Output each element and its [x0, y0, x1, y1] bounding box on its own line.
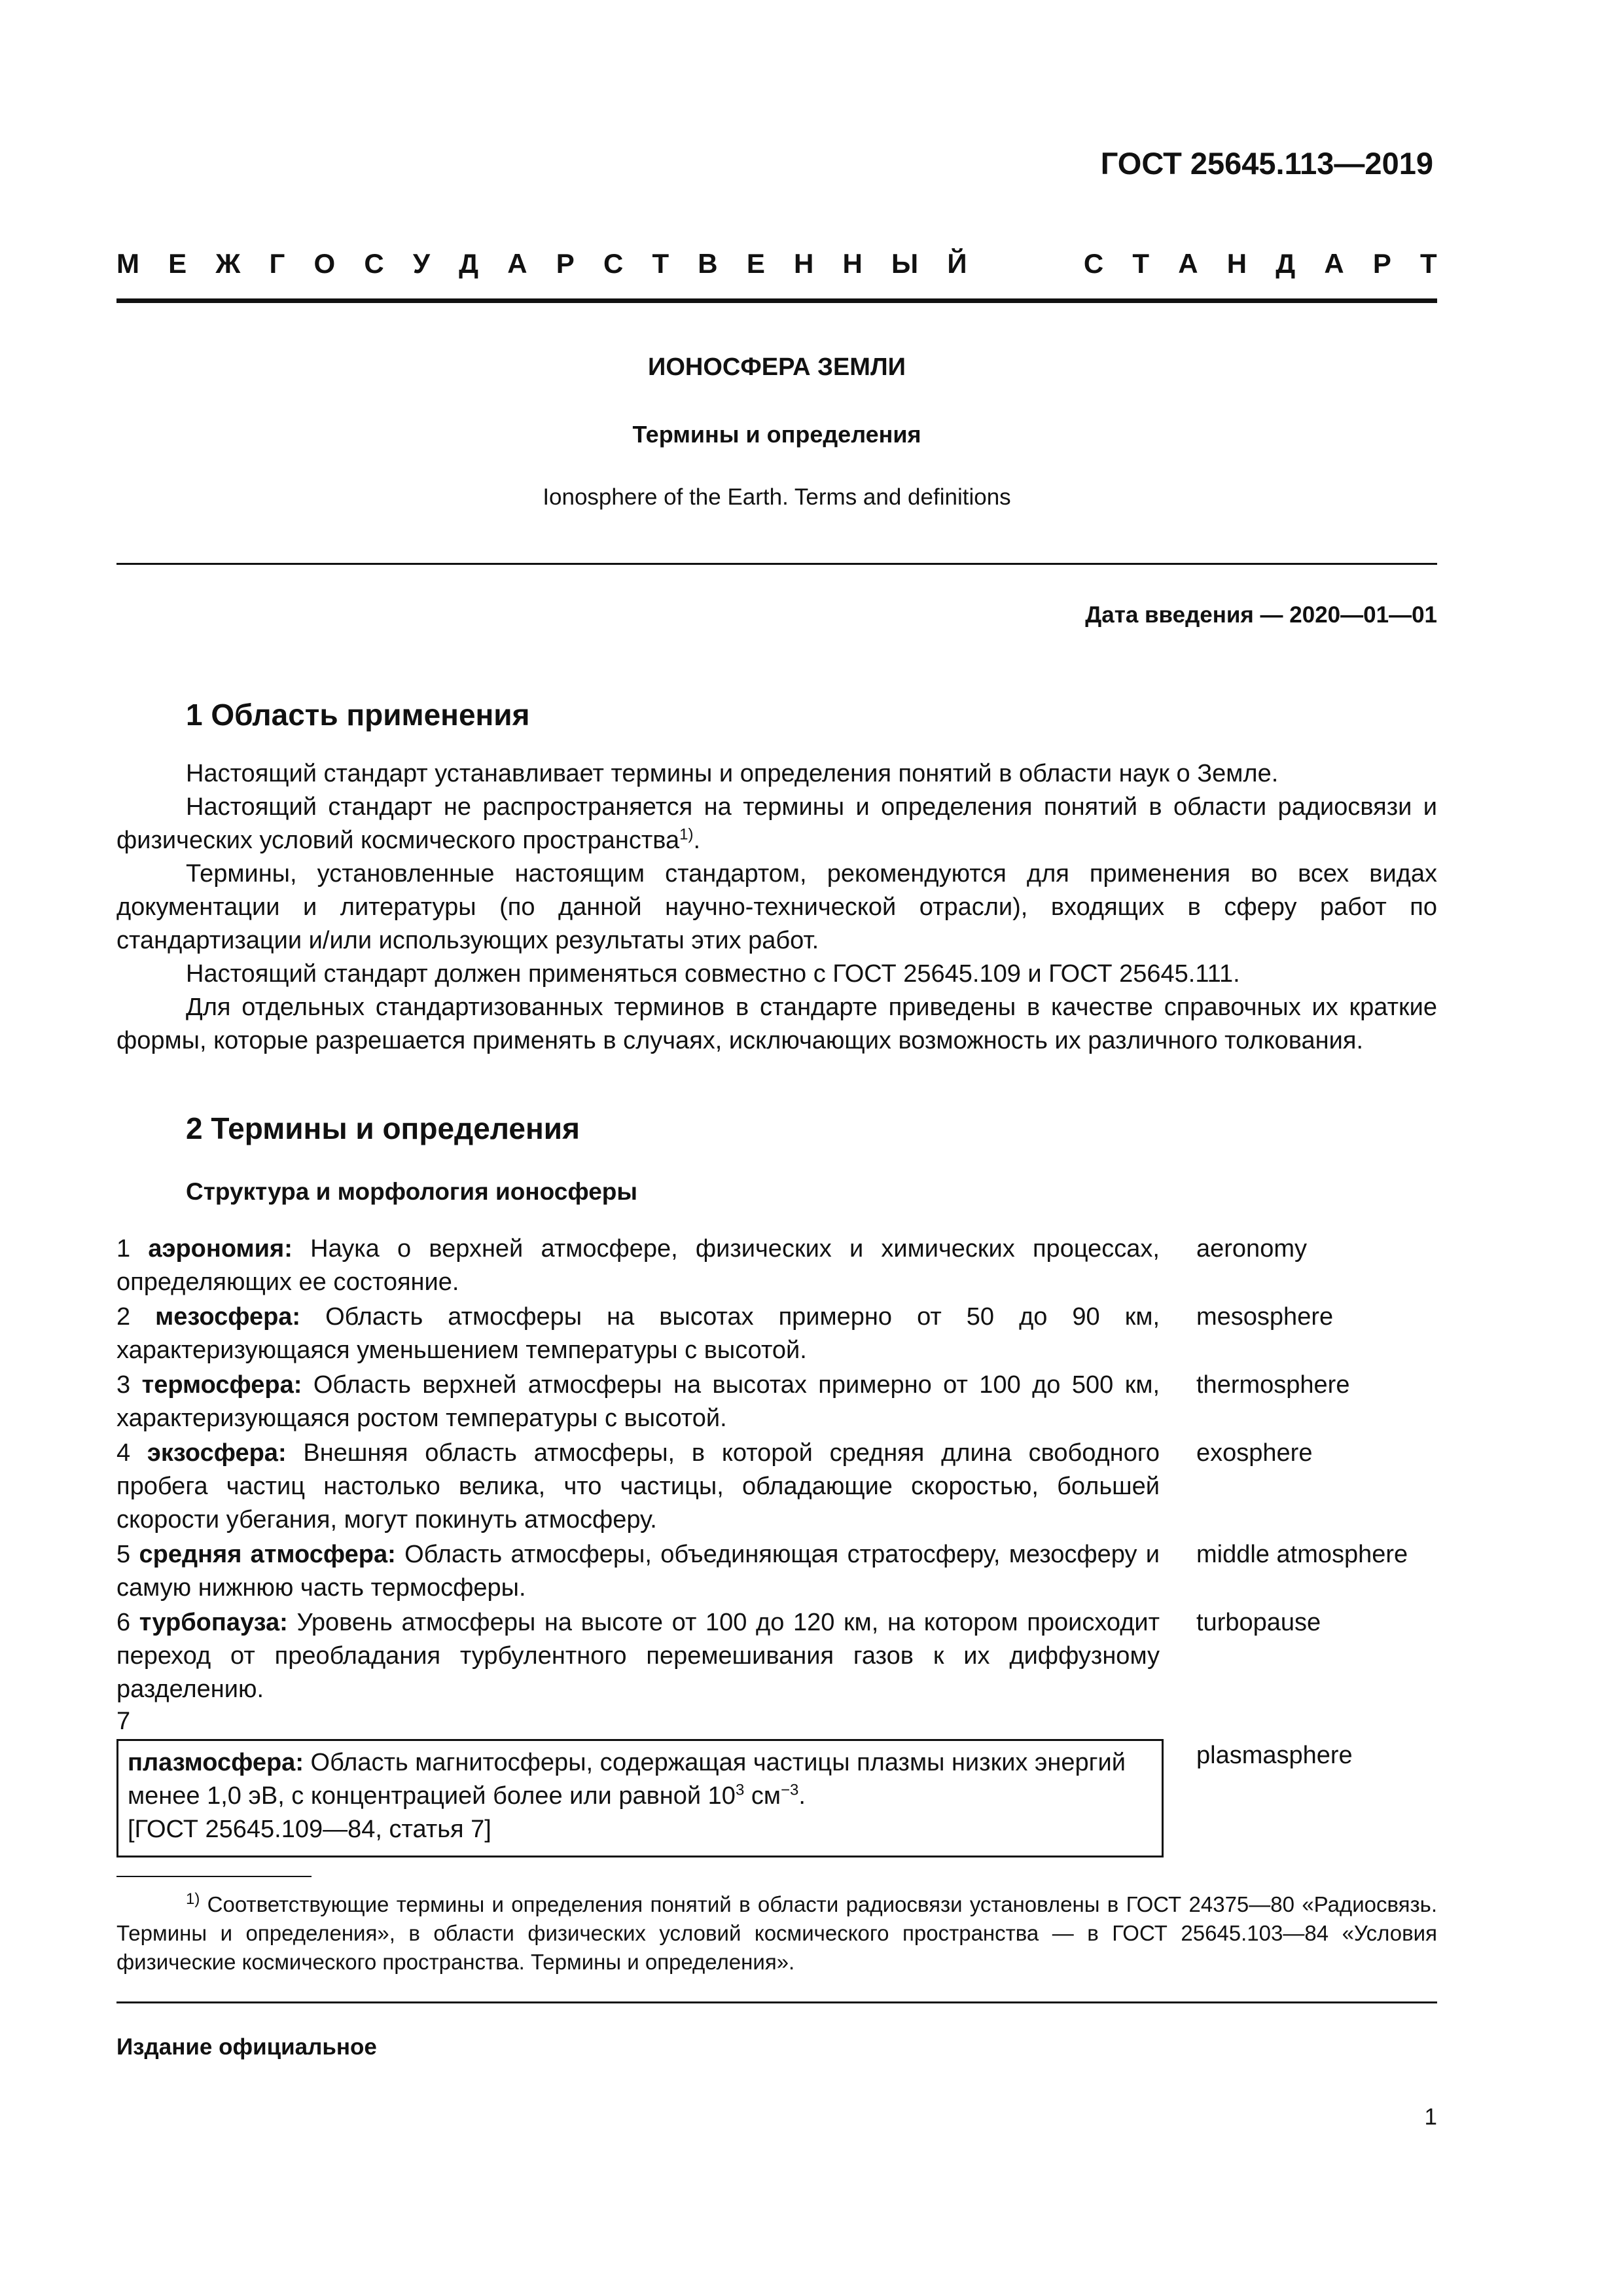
footnote-rule — [116, 1876, 312, 1877]
interstate-standard-label — [116, 244, 1437, 283]
superscript: 3 — [735, 1781, 745, 1799]
title-divider — [116, 563, 1437, 565]
term-text: см — [744, 1782, 781, 1810]
term-number-7: 7 — [116, 1708, 131, 1735]
term-name: средняя атмосфера: — [139, 1541, 396, 1568]
subsection-heading: Структура и морфология ионосферы — [186, 1178, 638, 1205]
footnote-marker: 1) — [186, 1890, 200, 1908]
letter: А — [1178, 248, 1198, 279]
footnote — [116, 1890, 1437, 1977]
letter: С — [364, 248, 384, 279]
term-name: аэрономия: — [148, 1235, 293, 1263]
letter: Т — [1132, 248, 1150, 279]
term-reference: [ГОСТ 25645.109—84, статья 7] — [128, 1816, 491, 1843]
letter: Р — [556, 248, 575, 279]
term-text: Область магнитосферы, содержащая частицы плазмы низких энергий менее 1,0 эВ, с концентрацией более или равной 10 — [128, 1749, 1126, 1810]
section-1-heading: 1 Область применения — [186, 698, 530, 732]
section-2-heading: 2 Термины и определения — [186, 1111, 580, 1145]
term-text: . — [798, 1782, 806, 1810]
letter: О — [313, 248, 336, 279]
term-english: middle atmosphere — [1196, 1541, 1408, 1568]
term-text: Область атмосферы на высотах примерно от 50 до 90 км, характеризующаяся уменьшением температуры с высотой. — [116, 1303, 1160, 1364]
letter: В — [698, 248, 718, 279]
term-definition — [116, 1606, 1160, 1706]
letter: Н — [842, 248, 863, 279]
term-text: Наука о верхней атмосфере, физических и химических процессах, определяющих ее состояние. — [116, 1235, 1160, 1296]
english-title: Ionosphere of the Earth. Terms and definitions — [543, 484, 1011, 510]
letter: Й — [947, 248, 967, 279]
term-english: thermosphere — [1196, 1371, 1350, 1399]
letter: У — [412, 248, 430, 279]
term-definition — [116, 1538, 1160, 1605]
term-definition — [116, 1369, 1160, 1435]
letter: Н — [794, 248, 814, 279]
letter: Е — [168, 248, 187, 279]
footnote-text: Соответствующие термины и определения понятий в области радиосвязи установлены в ГОСТ 24375—80 «Радиосвязь. Термины и определения», в области физических условий космического пространства — в ГОСТ 25645.103—84 «Условия физические космического пространства. Термины и определения». — [116, 1892, 1437, 1974]
paragraph: Настоящий стандарт должен применяться совместно с ГОСТ 25645.109 и ГОСТ 25645.111. — [186, 960, 1240, 988]
header-thick-rule — [116, 298, 1437, 303]
term-number: 5 — [116, 1541, 131, 1568]
letter: А — [507, 248, 527, 279]
term-name: турбопауза: — [139, 1609, 288, 1636]
term-name: мезосфера: — [155, 1303, 301, 1331]
paragraph: Настоящий стандарт устанавливает термины и определения понятий в области наук о Земле. — [186, 760, 1279, 787]
letter: Г — [269, 248, 285, 279]
term-english: aeronomy — [1196, 1235, 1307, 1263]
official-edition-label: Издание официальное — [116, 2034, 377, 2060]
letter: Е — [746, 248, 765, 279]
term-number: 4 — [116, 1439, 131, 1467]
paragraph-text: Настоящий стандарт не распространяется на термины и определения понятий в области радиосвязи и физических условий космического пространства — [116, 793, 1437, 854]
term-text: Область атмосферы, объединяющая стратосферу, мезосферу и самую нижнюю часть термосферы. — [116, 1541, 1160, 1602]
term-number: 3 — [116, 1371, 131, 1399]
term-english: plasmasphere — [1196, 1742, 1353, 1769]
term-text: Область верхней атмосферы на высотах примерно от 100 до 500 км, характеризующаяся ростом температуры с высотой. — [116, 1371, 1160, 1432]
paragraph: Термины, установленные настоящим стандартом, рекомендуются для применения во всех видах документации и литературы (по данной научно-технической отрасли), входящих в сферу работ по стандартизации и/или использующих результаты этих работ. — [116, 860, 1437, 954]
term-name: экзосфера: — [147, 1439, 287, 1467]
section-1-body — [116, 757, 1437, 1058]
term-text: Внешняя область атмосферы, в которой средняя длина свободного пробега частиц настолько велика, что частицы, обладающие скоростью, большей скорости убегания, могут покинуть атмосферу. — [116, 1439, 1160, 1534]
letter: С — [603, 248, 624, 279]
term-english: turbopause — [1196, 1609, 1321, 1636]
letter: Т — [652, 248, 669, 279]
term-name: термосфера: — [141, 1371, 302, 1399]
footer-divider — [116, 2001, 1437, 2003]
term-english: exosphere — [1196, 1439, 1313, 1467]
letter: М — [116, 248, 139, 279]
superscript: −3 — [781, 1781, 799, 1799]
term-definition — [116, 1437, 1160, 1537]
term-number: 1 — [116, 1235, 131, 1263]
letter: Н — [1226, 248, 1247, 279]
letter: Р — [1372, 248, 1391, 279]
standard-number: ГОСТ 25645.113—2019 — [1100, 146, 1433, 181]
footnote-ref: 1) — [679, 825, 694, 844]
letter: Т — [1420, 248, 1437, 279]
document-title: ИОНОСФЕРА ЗЕМЛИ — [648, 353, 906, 381]
document-subtitle: Термины и определения — [632, 421, 921, 448]
term-english: mesosphere — [1196, 1303, 1334, 1331]
letter: С — [1083, 248, 1104, 279]
footnote-paragraph — [116, 1890, 1437, 1977]
letter: Д — [459, 248, 479, 279]
term-definition — [116, 1300, 1160, 1367]
page-number: 1 — [1424, 2104, 1437, 2130]
term-number: 2 — [116, 1303, 131, 1331]
term-text: Уровень атмосферы на высоте от 100 до 120 км, на котором происходит переход от преобладания турбулентного перемешивания газов к их диффузному разделению. — [116, 1609, 1160, 1703]
paragraph: Настоящий стандарт не распространяется на термины и определения понятий в области радиосвязи и физических условий космического пространства$^{1)}$. — [116, 793, 1437, 854]
letter: Ы — [891, 248, 919, 279]
paragraph: Для отдельных стандартизованных терминов в стандарте приведены в качестве справочных их краткие формы, которые разрешается применять в случаях, исключающих возможность их различного толкования. — [116, 994, 1437, 1054]
term-definition — [116, 1232, 1160, 1299]
term-name: плазмосфера: — [128, 1749, 304, 1776]
letter: А — [1324, 248, 1344, 279]
letter: Д — [1275, 248, 1296, 279]
term-number: 6 — [116, 1609, 131, 1636]
letter: Ж — [215, 248, 241, 279]
introduction-date: Дата введения — 2020—01—01 — [1085, 602, 1437, 628]
boxed-term-definition — [116, 1739, 1164, 1857]
